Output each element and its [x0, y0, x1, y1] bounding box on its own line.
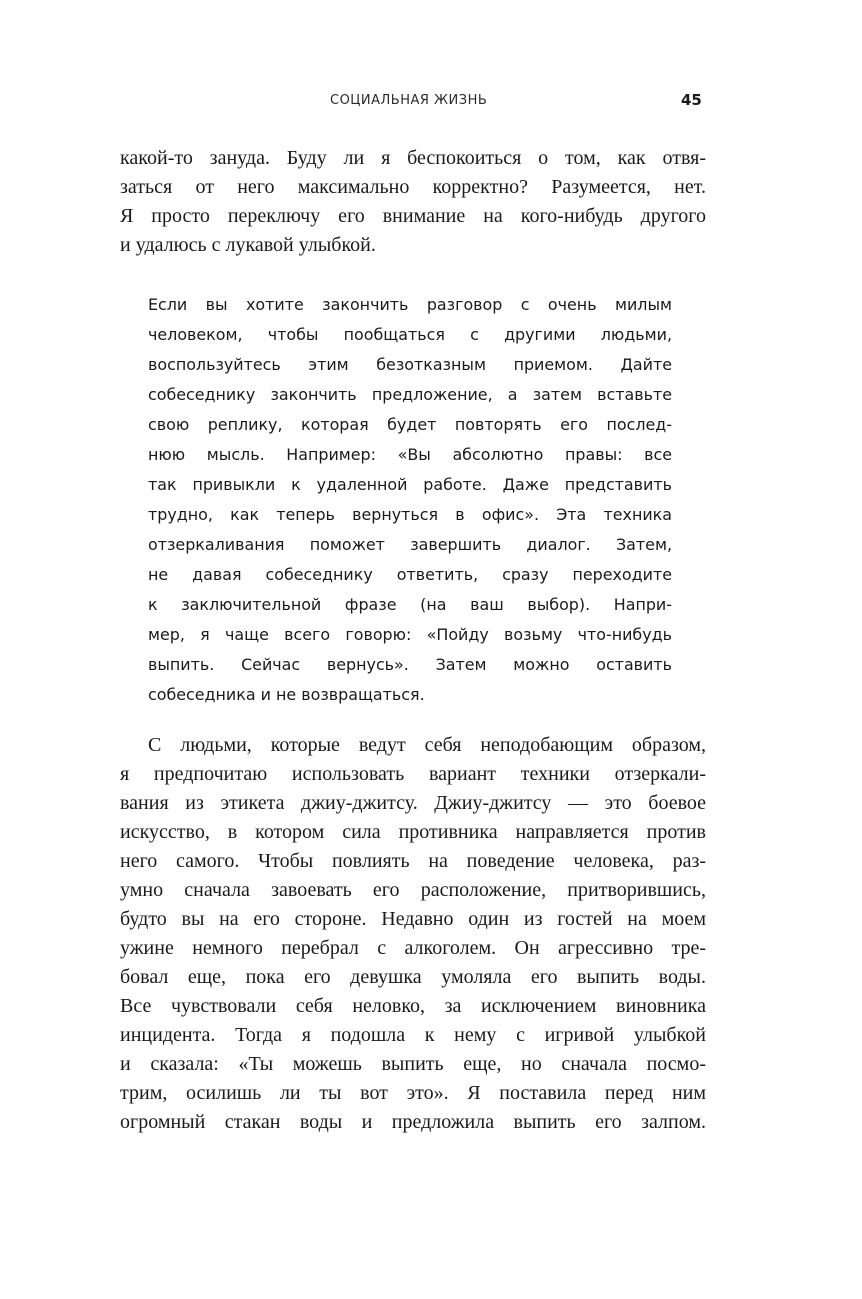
tip-line: так привыкли к удаленной работе. Даже представить — [148, 475, 672, 494]
tip-line: не давая собеседнику ответить, сразу переходите — [148, 565, 672, 584]
tip-line: Если вы хотите закончить разговор с очень милым — [148, 295, 672, 314]
tip-box — [148, 290, 672, 710]
paragraph-jiu-jitsu — [120, 731, 706, 1137]
tip-line: собеседника и не возвращаться. — [148, 685, 425, 704]
running-header — [0, 93, 862, 113]
text-line: огромный стакан воды и предложила выпить его залпом. — [120, 1111, 706, 1133]
tip-line: нюю мысль. Например: «Вы абсолютно правы: все — [148, 445, 672, 464]
text-line: трим, осилишь ли ты вот это». Я поставила перед ним — [120, 1082, 706, 1104]
tip-line: мер, я чаще всего говорю: «Пойду возьму что-нибудь — [148, 625, 672, 644]
tip-line: собеседнику закончить предложение, а затем вставьте — [148, 385, 672, 404]
running-title: СОЦИАЛЬНАЯ ЖИЗНЬ — [330, 93, 488, 108]
tip-line: выпить. Сейчас вернусь». Затем можно оставить — [148, 655, 672, 674]
text-line: ужине немного перебрал с алкоголем. Он агрессивно тре- — [120, 937, 706, 959]
text-line: инцидента. Тогда я подошла к нему с игривой улыбкой — [120, 1024, 706, 1046]
text-line: искусство, в котором сила противника направляется против — [120, 821, 706, 843]
tip-line: трудно, как теперь вернуться в офис». Эта техника — [148, 505, 672, 524]
text-line: умно сначала завоевать его расположение, притворившись, — [120, 879, 706, 901]
text-line: бовал еще, пока его девушка умоляла его выпить воды. — [120, 966, 706, 988]
tip-line: отзеркаливания поможет завершить диалог. Затем, — [148, 535, 672, 554]
text-line: будто вы на его стороне. Недавно один из гостей на моем — [120, 908, 706, 930]
paragraph-continuation — [120, 144, 706, 260]
text-line: какой-то зануда. Буду ли я беспокоиться о том, как отвя- — [120, 147, 706, 169]
text-line: Все чувствовали себя неловко, за исключением виновника — [120, 995, 706, 1017]
text-line: и удалюсь с лукавой улыбкой. — [120, 234, 376, 256]
text-line: Я просто переключу его внимание на кого-нибудь другого — [120, 205, 706, 227]
tip-line: к заключительной фразе (на ваш выбор). Напри- — [148, 595, 672, 614]
text-line: вания из этикета джиу-джитсу. Джиу-джитсу — это боевое — [120, 792, 706, 814]
tip-line: воспользуйтесь этим безотказным приемом. Дайте — [148, 355, 672, 374]
tip-line: человеком, чтобы пообщаться с другими людьми, — [148, 325, 672, 344]
page-number: 45 — [681, 91, 702, 109]
text-line: него самого. Чтобы повлиять на поведение человека, раз- — [120, 850, 706, 872]
text-line: заться от него максимально корректно? Разумеется, нет. — [120, 176, 706, 198]
text-line: С людьми, которые ведут себя неподобающим образом, — [148, 734, 706, 756]
text-line: и сказала: «Ты можешь выпить еще, но сначала посмо- — [120, 1053, 706, 1075]
text-line: я предпочитаю использовать вариант техники отзеркали- — [120, 763, 706, 785]
tip-line: свою реплику, которая будет повторять его послед- — [148, 415, 672, 434]
